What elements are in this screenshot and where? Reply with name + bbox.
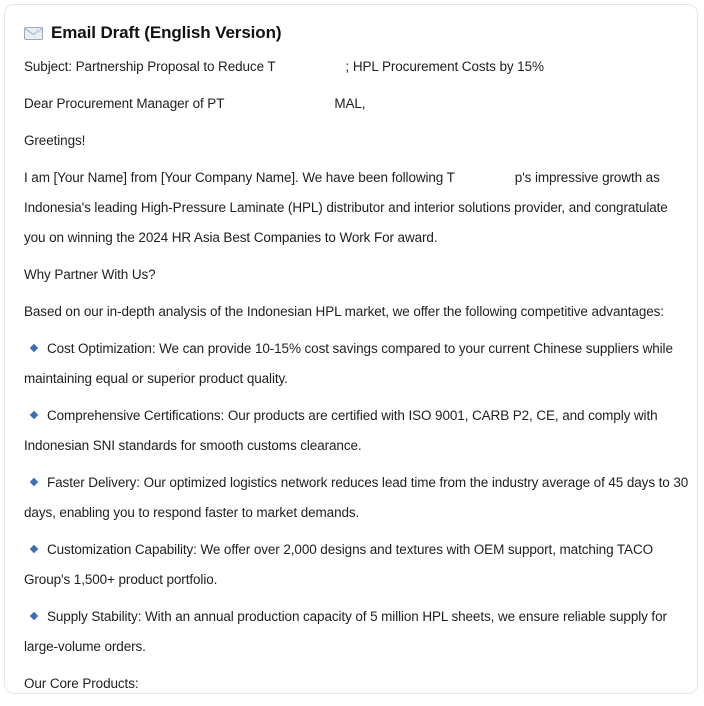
bullet-line-1 — [24, 401, 696, 431]
diamond-bullet-icon — [30, 612, 38, 620]
email-draft-card — [4, 4, 698, 694]
email-greeting: Greetings! — [24, 133, 86, 148]
bullet-item — [24, 468, 696, 528]
bullet-text: Supply Stability: With an annual production capacity of 5 million HPL sheets, we ensure reliable supply for — [47, 609, 667, 624]
bullet-text: Comprehensive Certifications: Our products are certified with ISO 9001, CARB P2, CE, and comply with — [47, 408, 658, 423]
diamond-bullet-icon — [30, 478, 38, 486]
email-heading — [24, 19, 696, 47]
bullet-text: Cost Optimization: We can provide 10-15% cost savings compared to your current Chinese suppliers while — [47, 341, 673, 356]
why-partner-heading: Why Partner With Us? — [24, 267, 156, 282]
bullet-line-1 — [24, 468, 696, 498]
email-subject — [24, 52, 696, 82]
bullet-item — [24, 401, 696, 461]
bullet-line-1 — [24, 535, 696, 565]
subject-text-start: Subject: Partnership Proposal to Reduce T — [24, 59, 276, 74]
salutation-text-start: Dear Procurement Manager of PT — [24, 96, 225, 111]
bullet-line-2: Group's 1,500+ product portfolio. — [24, 572, 218, 587]
bullet-line-2: days, enabling you to respond faster to market demands. — [24, 505, 360, 520]
bullet-text: Customization Capability: We offer over 2,000 designs and textures with OEM support, matching TACO — [47, 542, 653, 557]
subject-text-end: ; HPL Procurement Costs by 15% — [345, 59, 544, 74]
bullet-text: Faster Delivery: Our optimized logistics network reduces lead time from the industry average of 45 days to 30 — [47, 475, 689, 490]
bullet-item — [24, 334, 696, 394]
bullet-line-1 — [24, 602, 696, 632]
salutation-text-end: MAL, — [334, 96, 366, 111]
intro-text-start: I am [Your Name] from [Your Company Name]. We have been following T — [24, 170, 455, 185]
email-content — [24, 19, 696, 706]
intro-line-2: Indonesia's leading High-Pressure Laminate (HPL) distributor and interior solutions provider, and congratulate — [24, 200, 668, 215]
diamond-bullet-icon — [30, 344, 38, 352]
bullet-line-1 — [24, 334, 696, 364]
intro-line-1 — [24, 163, 696, 193]
bullet-item — [24, 535, 696, 595]
bullet-item — [24, 602, 696, 662]
intro-line-3: you on winning the 2024 HR Asia Best Companies to Work For award. — [24, 230, 438, 245]
email-intro — [24, 163, 696, 253]
diamond-bullet-icon — [30, 411, 38, 419]
analysis-paragraph: Based on our in-depth analysis of the Indonesian HPL market, we offer the following competitive advantages: — [24, 304, 664, 319]
envelope-icon — [24, 27, 43, 40]
bullet-line-2: large-volume orders. — [24, 639, 146, 654]
bullet-line-2: Indonesian SNI standards for smooth customs clearance. — [24, 438, 362, 453]
core-products-heading: Our Core Products: — [24, 676, 139, 691]
diamond-bullet-icon — [30, 545, 38, 553]
email-salutation — [24, 89, 696, 119]
email-heading-text: Email Draft (English Version) — [51, 23, 282, 42]
intro-text-end: p's impressive growth as — [514, 170, 660, 185]
bullet-line-2: maintaining equal or superior product quality. — [24, 371, 288, 386]
